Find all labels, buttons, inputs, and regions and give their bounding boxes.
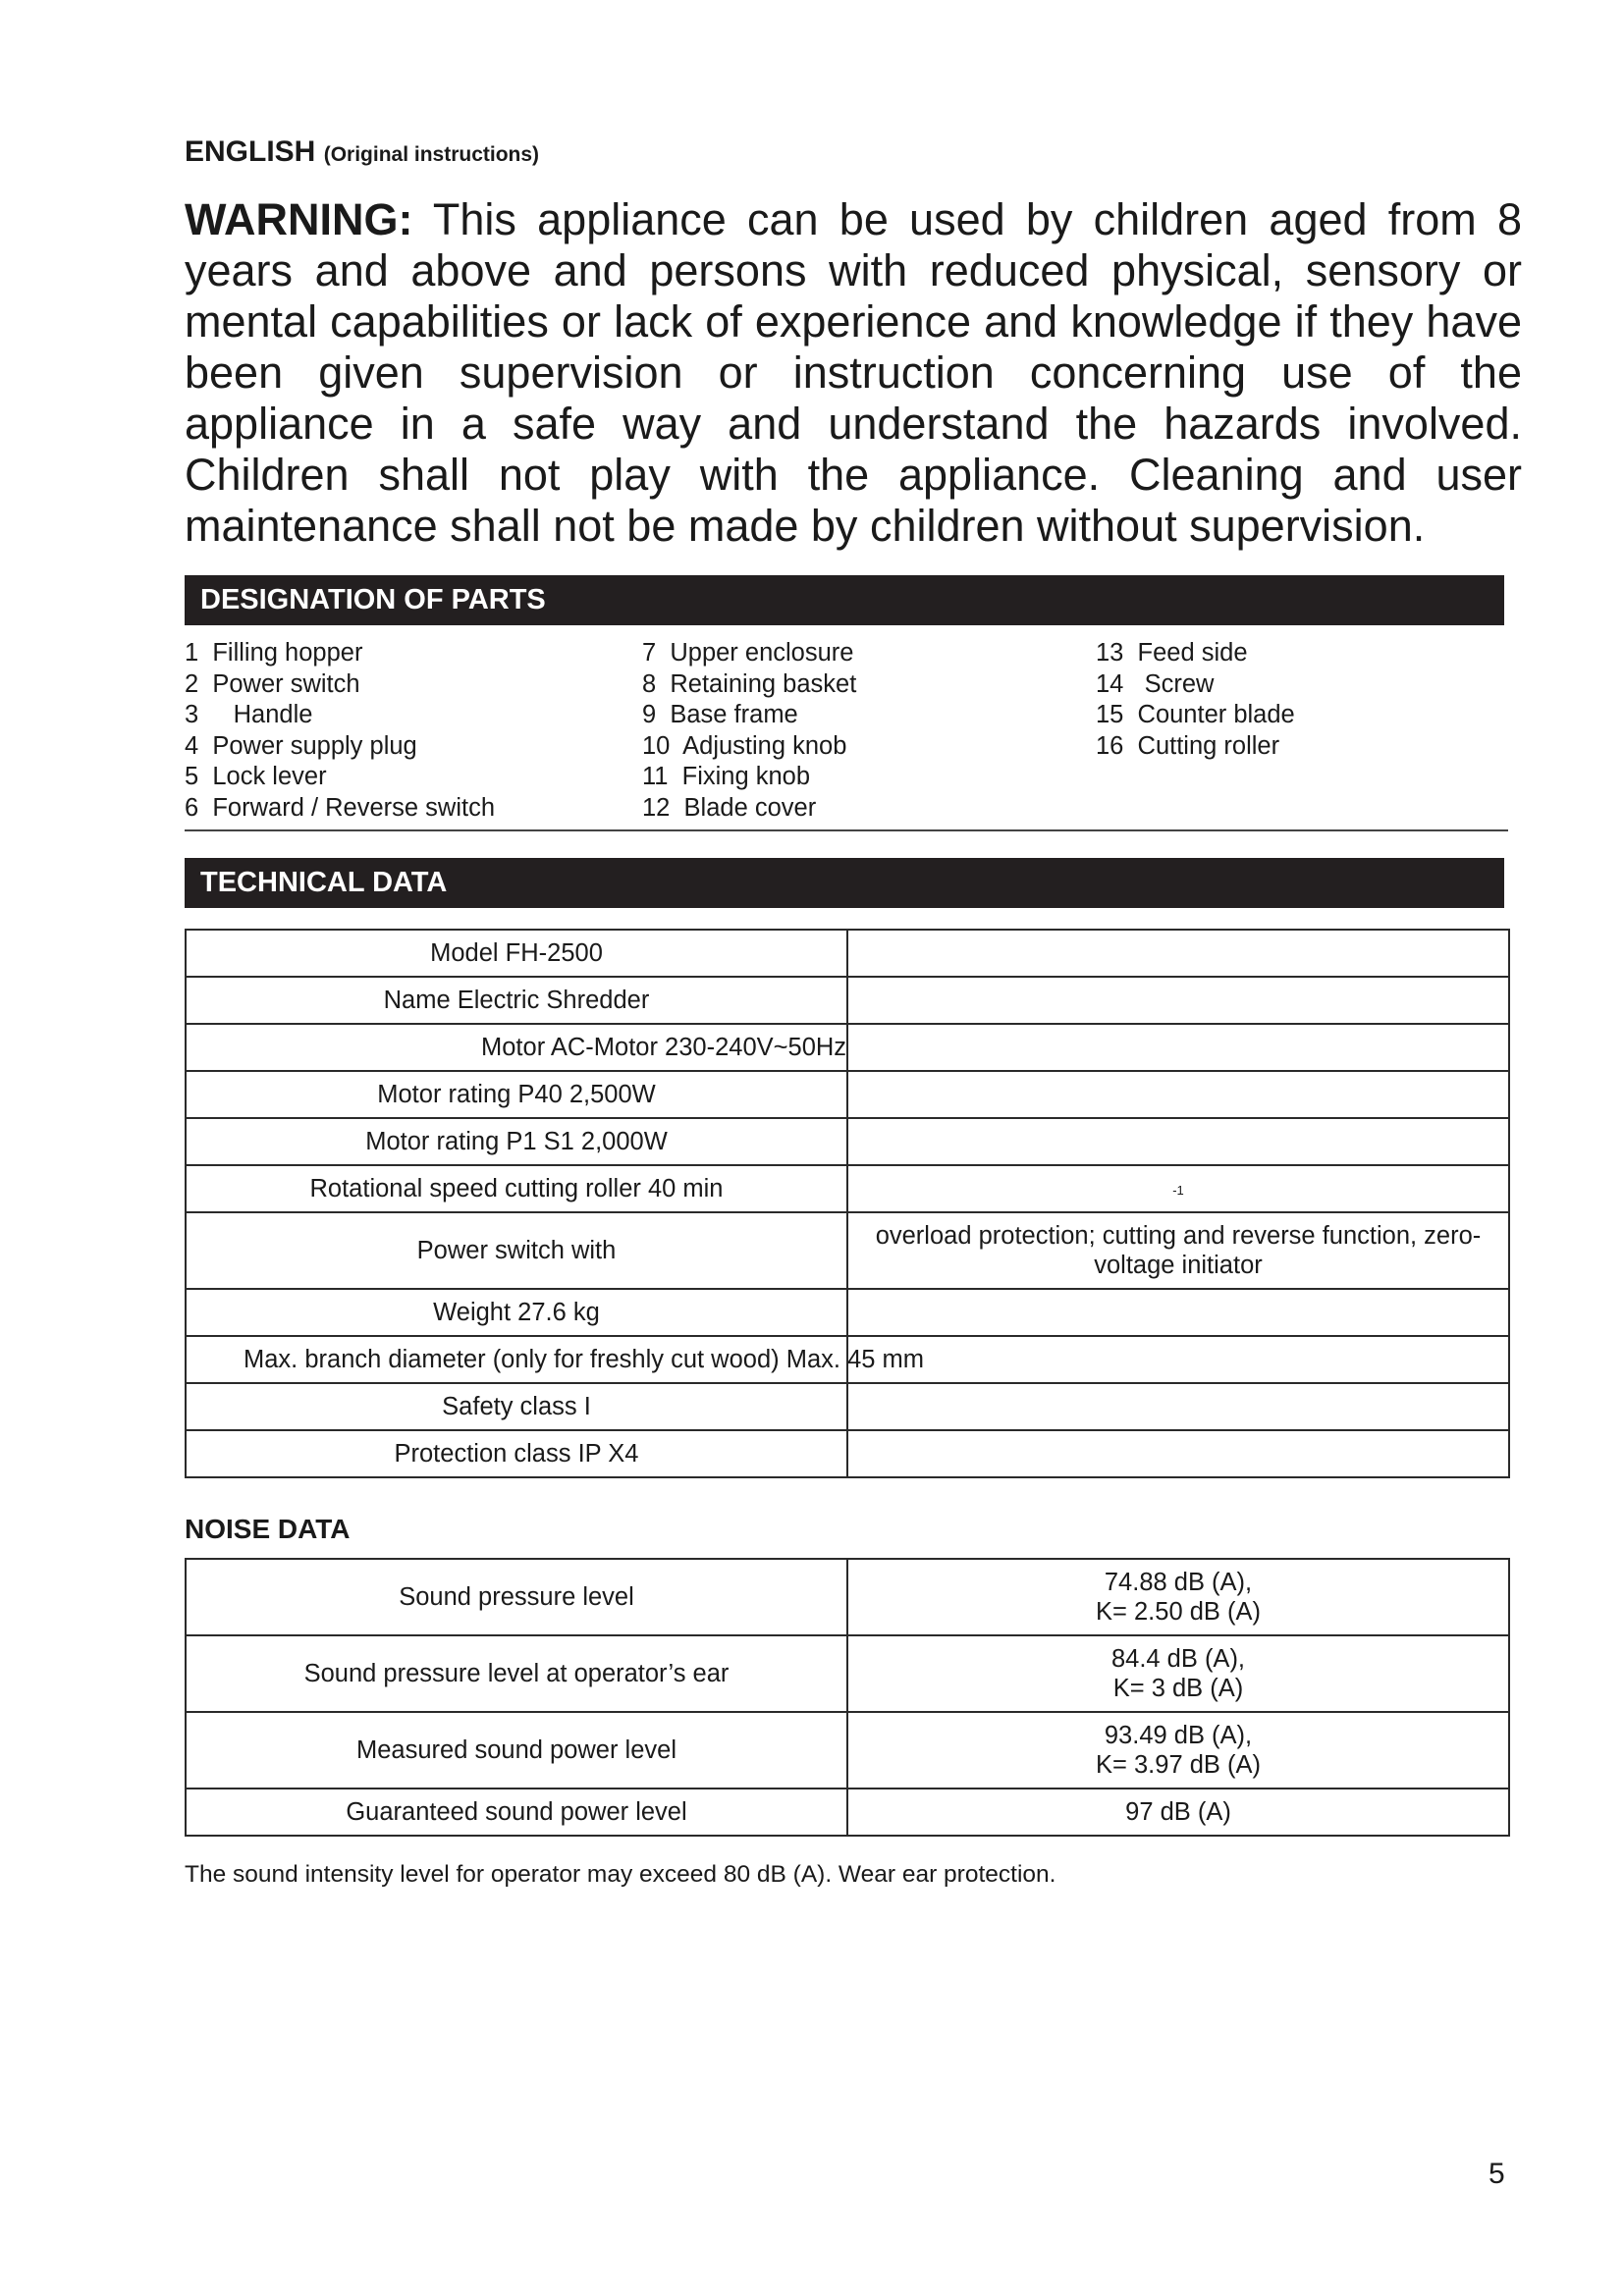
noise-label: Guaranteed sound power level (186, 1789, 847, 1836)
noise-uncertainty-line: K= 2.50 dB (A) (1096, 1598, 1261, 1626)
part-item: 1 Filling hopper (185, 639, 363, 667)
table-row (186, 1336, 1509, 1383)
tech-label: Name Electric Shredder (186, 977, 847, 1024)
part-item: 4 Power supply plug (185, 731, 417, 760)
noise-value-line: 84.4 dB (A), (1110, 1645, 1246, 1673)
noise-label: Sound pressure level at operator’s ear (186, 1635, 847, 1712)
table-row (186, 1789, 1509, 1836)
parts-divider (185, 829, 1508, 831)
part-item: 9 Base frame (642, 701, 798, 728)
tech-label: Motor rating P40 2,500W (186, 1071, 847, 1118)
table-row (186, 1383, 1509, 1430)
noise-uncertainty-line: K= 3.97 dB (A) (1096, 1751, 1261, 1779)
noise-value (847, 1559, 1509, 1635)
tech-value (847, 1118, 1509, 1165)
table-row (186, 977, 1509, 1024)
part-item: 15 Counter blade (1096, 701, 1295, 728)
part-item: 13 Feed side (1096, 639, 1248, 667)
tech-value (847, 1383, 1509, 1430)
table-row (186, 1212, 1509, 1289)
tech-value (847, 930, 1509, 977)
tech-value (847, 1289, 1509, 1336)
technical-data-table (185, 929, 1510, 1478)
part-item: 16 Cutting roller (1096, 731, 1280, 760)
tech-label: Model FH-2500 (186, 930, 847, 977)
original-instructions-note: (Original instructions) (323, 143, 540, 166)
table-row (186, 1712, 1509, 1789)
part-item: 14 Screw (1096, 669, 1215, 698)
table-row (186, 1289, 1509, 1336)
part-item: 3 Handle (185, 701, 313, 728)
warning-text: This appliance can be used by children aged from 8 years and above and persons with reduced physical, sensory or mental capabilities or lack of experience and knowledge if they have been given supervision or instruction concerning use of the appliance in a safe way and understand the hazards involved. Children shall not play with the appliance. Cleaning and user maintenance shall not be made by children without supervision. (185, 194, 1522, 551)
tech-value (847, 977, 1509, 1024)
parts-column-3 (1096, 638, 1295, 762)
page-header (185, 135, 539, 169)
noise-value-line: 74.88 dB (A), (1104, 1569, 1253, 1596)
table-row (186, 1024, 1509, 1071)
tech-label: Power switch with (186, 1212, 847, 1289)
parts-column-2 (642, 638, 856, 824)
page-number: 5 (1489, 2158, 1505, 2190)
warning-paragraph (185, 194, 1522, 552)
part-item: 12 Blade cover (642, 793, 817, 822)
tech-label: Motor AC-Motor 230-240V~50Hz (186, 1024, 847, 1071)
table-row (186, 1165, 1509, 1212)
noise-value-line: 93.49 dB (A), (1104, 1722, 1253, 1749)
table-row (186, 1118, 1509, 1165)
tech-value (847, 1071, 1509, 1118)
part-item: 10 Adjusting knob (642, 731, 847, 760)
table-row (186, 1430, 1509, 1477)
parts-column-1 (185, 638, 495, 824)
technical-data-heading: TECHNICAL DATA (185, 858, 1504, 908)
tech-label: Motor rating P1 S1 2,000W (186, 1118, 847, 1165)
part-item: 6 Forward / Reverse switch (185, 793, 496, 822)
noise-data-table (185, 1558, 1510, 1837)
part-item: 2 Power switch (185, 669, 360, 698)
tech-label: Safety class I (186, 1383, 847, 1430)
noise-label: Measured sound power level (186, 1712, 847, 1789)
tech-label: Protection class IP X4 (186, 1430, 847, 1477)
tech-label: Max. branch diameter (only for freshly cut wood) Max. 45 mm (186, 1336, 847, 1383)
tech-label: Rotational speed cutting roller 40 min (186, 1165, 847, 1212)
designation-heading: DESIGNATION OF PARTS (185, 575, 1504, 625)
part-item: 8 Retaining basket (642, 669, 857, 698)
noise-value (847, 1712, 1509, 1789)
noise-uncertainty-line: K= 3 dB (A) (1112, 1675, 1244, 1702)
noise-value-line: 97 dB (A) (1125, 1798, 1231, 1826)
warning-label: WARNING: (185, 194, 413, 244)
language-label: ENGLISH (185, 135, 316, 168)
part-item: 11 Fixing knob (642, 763, 811, 790)
tech-value (847, 1024, 1509, 1071)
table-row (186, 1635, 1509, 1712)
tech-value: overload protection; cutting and reverse function, zero-voltage initiator (847, 1212, 1509, 1289)
table-row (186, 1071, 1509, 1118)
table-row (186, 930, 1509, 977)
noise-value (847, 1789, 1509, 1836)
noise-data-heading: NOISE DATA (185, 1514, 351, 1544)
tech-value (847, 1336, 1509, 1383)
tech-value (847, 1165, 1509, 1212)
tech-value (847, 1430, 1509, 1477)
tech-label: Weight 27.6 kg (186, 1289, 847, 1336)
table-row (186, 1559, 1509, 1635)
noise-label: Sound pressure level (186, 1559, 847, 1635)
superscript-minus-one: -1 (1172, 1183, 1184, 1198)
part-item: 7 Upper enclosure (642, 639, 854, 667)
ear-protection-note: The sound intensity level for operator may exceed 80 dB (A). Wear ear protection. (185, 1861, 1056, 1888)
part-item: 5 Lock lever (185, 763, 327, 790)
noise-value (847, 1635, 1509, 1712)
